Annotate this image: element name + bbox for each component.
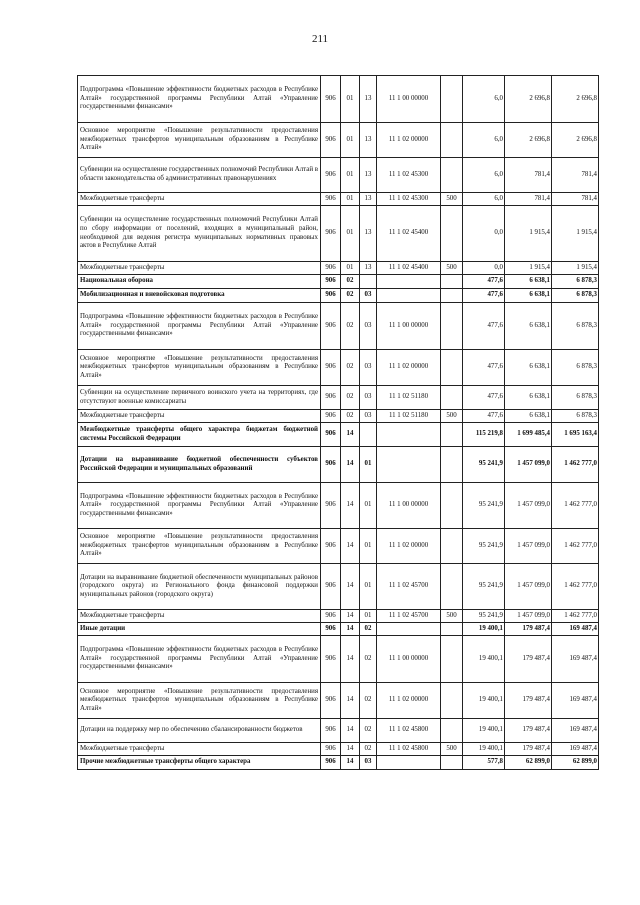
admin-code: 906 <box>321 683 341 719</box>
amount-year-1: 19 400,1 <box>463 743 505 756</box>
expense-type-code: 500 <box>441 743 463 756</box>
amount-year-1: 115 219,8 <box>463 423 505 447</box>
amount-year-3: 1 462 777,0 <box>552 529 599 564</box>
section-code: 14 <box>341 483 360 529</box>
subsection-code: 01 <box>360 610 377 623</box>
section-code: 02 <box>341 350 360 386</box>
amount-year-1: 477,6 <box>463 289 505 303</box>
row-name: Межбюджетные трансферты <box>78 610 321 623</box>
table-row <box>78 350 599 386</box>
amount-year-1: 95 241,9 <box>463 483 505 529</box>
target-article-code: 11 1 02 00000 <box>377 123 441 158</box>
amount-year-1: 19 400,1 <box>463 623 505 636</box>
expense-type-code: 500 <box>441 193 463 206</box>
section-code: 02 <box>341 303 360 350</box>
row-name: Субвенции на осуществление первичного воинского учета на территориях, где отсутствуют военные комиссариаты <box>78 386 321 410</box>
expense-type-code: 500 <box>441 262 463 275</box>
admin-code: 906 <box>321 636 341 683</box>
row-name: Дотации на выравнивание бюджетной обеспеченности субъектов Российской Федерации и муниципальных образований <box>78 447 321 483</box>
admin-code: 906 <box>321 350 341 386</box>
expense-type-code <box>441 423 463 447</box>
row-name: Прочие межбюджетные трансферты общего характера <box>78 756 321 770</box>
section-code: 14 <box>341 719 360 743</box>
expense-type-code: 500 <box>441 610 463 623</box>
row-name: Подпрограмма «Повышение эффективности бюджетных расходов в Республике Алтай» государственной программы Республики Алтай «Управление государственными финансами» <box>78 76 321 123</box>
expense-type-code <box>441 756 463 770</box>
table-body <box>78 76 599 770</box>
amount-year-3: 169 487,4 <box>552 623 599 636</box>
amount-year-2: 1 457 099,0 <box>505 447 552 483</box>
amount-year-3: 169 487,4 <box>552 683 599 719</box>
expense-type-code <box>441 206 463 262</box>
section-code: 14 <box>341 529 360 564</box>
admin-code: 906 <box>321 610 341 623</box>
section-code: 02 <box>341 410 360 423</box>
table-row <box>78 564 599 610</box>
amount-year-2: 2 696,8 <box>505 76 552 123</box>
amount-year-2: 1 457 099,0 <box>505 483 552 529</box>
admin-code: 906 <box>321 123 341 158</box>
table-row <box>78 303 599 350</box>
table-row <box>78 123 599 158</box>
amount-year-3: 1 462 777,0 <box>552 447 599 483</box>
amount-year-2: 6 638,1 <box>505 275 552 289</box>
target-article-code <box>377 289 441 303</box>
amount-year-3: 1 462 777,0 <box>552 483 599 529</box>
expense-type-code <box>441 303 463 350</box>
table-row <box>78 386 599 410</box>
table-row <box>78 193 599 206</box>
section-code: 14 <box>341 756 360 770</box>
row-name: Основное мероприятие «Повышение результативности предоставления межбюджетных трансфертов муниципальным образованиям в Республике Алтай» <box>78 350 321 386</box>
expense-type-code <box>441 564 463 610</box>
section-code: 02 <box>341 275 360 289</box>
admin-code: 906 <box>321 529 341 564</box>
target-article-code: 11 1 02 00000 <box>377 350 441 386</box>
row-name: Мобилизационная и вневойсковая подготовка <box>78 289 321 303</box>
row-name: Основное мероприятие «Повышение результативности предоставления межбюджетных трансфертов муниципальным образованиям в Республике Алтай» <box>78 123 321 158</box>
subsection-code: 03 <box>360 289 377 303</box>
amount-year-2: 179 487,4 <box>505 623 552 636</box>
expense-type-code <box>441 275 463 289</box>
subsection-code: 02 <box>360 743 377 756</box>
admin-code: 906 <box>321 423 341 447</box>
amount-year-1: 0,0 <box>463 206 505 262</box>
subsection-code: 01 <box>360 447 377 483</box>
amount-year-3: 6 878,3 <box>552 386 599 410</box>
section-code: 02 <box>341 289 360 303</box>
amount-year-2: 179 487,4 <box>505 683 552 719</box>
amount-year-2: 6 638,1 <box>505 289 552 303</box>
amount-year-3: 169 487,4 <box>552 636 599 683</box>
expense-type-code <box>441 636 463 683</box>
expense-type-code <box>441 683 463 719</box>
target-article-code <box>377 275 441 289</box>
table-row <box>78 683 599 719</box>
budget-table <box>77 75 599 770</box>
section-code: 14 <box>341 447 360 483</box>
subsection-code: 03 <box>360 410 377 423</box>
row-name: Подпрограмма «Повышение эффективности бюджетных расходов в Республике Алтай» государственной программы Республики Алтай «Управление государственными финансами» <box>78 636 321 683</box>
row-name: Межбюджетные трансферты <box>78 743 321 756</box>
amount-year-2: 179 487,4 <box>505 636 552 683</box>
section-code: 02 <box>341 386 360 410</box>
section-code: 14 <box>341 610 360 623</box>
amount-year-2: 2 696,8 <box>505 123 552 158</box>
subsection-code: 02 <box>360 719 377 743</box>
admin-code: 906 <box>321 76 341 123</box>
amount-year-2: 1 699 485,4 <box>505 423 552 447</box>
amount-year-1: 95 241,9 <box>463 447 505 483</box>
target-article-code: 11 1 00 00000 <box>377 76 441 123</box>
expense-type-code <box>441 158 463 193</box>
row-name: Национальная оборона <box>78 275 321 289</box>
amount-year-2: 1 457 099,0 <box>505 564 552 610</box>
section-code: 01 <box>341 158 360 193</box>
amount-year-2: 1 457 099,0 <box>505 610 552 623</box>
section-code: 01 <box>341 76 360 123</box>
amount-year-2: 781,4 <box>505 193 552 206</box>
table-row <box>78 529 599 564</box>
subsection-code: 03 <box>360 350 377 386</box>
admin-code: 906 <box>321 719 341 743</box>
admin-code: 906 <box>321 206 341 262</box>
amount-year-2: 1 915,4 <box>505 206 552 262</box>
amount-year-1: 477,6 <box>463 350 505 386</box>
table-row <box>78 447 599 483</box>
target-article-code: 11 1 02 45700 <box>377 610 441 623</box>
amount-year-1: 577,8 <box>463 756 505 770</box>
table-row <box>78 289 599 303</box>
amount-year-3: 62 899,0 <box>552 756 599 770</box>
target-article-code: 11 1 02 45300 <box>377 158 441 193</box>
row-name: Межбюджетные трансферты <box>78 193 321 206</box>
row-name: Дотации на поддержку мер по обеспечению сбалансированности бюджетов <box>78 719 321 743</box>
expense-type-code <box>441 483 463 529</box>
expense-type-code <box>441 447 463 483</box>
subsection-code: 13 <box>360 76 377 123</box>
subsection-code: 01 <box>360 564 377 610</box>
amount-year-2: 179 487,4 <box>505 743 552 756</box>
admin-code: 906 <box>321 289 341 303</box>
section-code: 01 <box>341 193 360 206</box>
section-code: 01 <box>341 262 360 275</box>
section-code: 14 <box>341 623 360 636</box>
amount-year-3: 6 878,3 <box>552 410 599 423</box>
amount-year-1: 6,0 <box>463 123 505 158</box>
admin-code: 906 <box>321 386 341 410</box>
subsection-code: 01 <box>360 529 377 564</box>
table-row <box>78 756 599 770</box>
amount-year-3: 781,4 <box>552 193 599 206</box>
amount-year-1: 6,0 <box>463 193 505 206</box>
table-row <box>78 275 599 289</box>
target-article-code: 11 1 02 00000 <box>377 683 441 719</box>
subsection-code: 01 <box>360 483 377 529</box>
expense-type-code <box>441 123 463 158</box>
admin-code: 906 <box>321 193 341 206</box>
amount-year-3: 6 878,3 <box>552 275 599 289</box>
admin-code: 906 <box>321 743 341 756</box>
row-name: Иные дотации <box>78 623 321 636</box>
subsection-code: 13 <box>360 262 377 275</box>
admin-code: 906 <box>321 623 341 636</box>
target-article-code <box>377 423 441 447</box>
expense-type-code <box>441 623 463 636</box>
amount-year-3: 6 878,3 <box>552 289 599 303</box>
expense-type-code <box>441 719 463 743</box>
table-row <box>78 743 599 756</box>
amount-year-3: 1 462 777,0 <box>552 564 599 610</box>
section-code: 14 <box>341 423 360 447</box>
subsection-code <box>360 423 377 447</box>
admin-code: 906 <box>321 756 341 770</box>
table-row <box>78 76 599 123</box>
amount-year-1: 95 241,9 <box>463 564 505 610</box>
table-row <box>78 719 599 743</box>
amount-year-1: 477,6 <box>463 303 505 350</box>
target-article-code: 11 1 00 00000 <box>377 636 441 683</box>
page-number: 211 <box>311 33 329 45</box>
subsection-code: 02 <box>360 683 377 719</box>
subsection-code: 02 <box>360 623 377 636</box>
target-article-code: 11 1 02 45400 <box>377 262 441 275</box>
amount-year-1: 477,6 <box>463 410 505 423</box>
table-row <box>78 262 599 275</box>
amount-year-1: 6,0 <box>463 76 505 123</box>
row-name: Межбюджетные трансферты общего характера бюджетам бюджетной системы Российской Федерации <box>78 423 321 447</box>
table-row <box>78 636 599 683</box>
section-code: 14 <box>341 636 360 683</box>
target-article-code: 11 1 02 00000 <box>377 529 441 564</box>
subsection-code: 03 <box>360 756 377 770</box>
target-article-code: 11 1 02 45700 <box>377 564 441 610</box>
row-name: Межбюджетные трансферты <box>78 410 321 423</box>
row-name: Подпрограмма «Повышение эффективности бюджетных расходов в Республике Алтай» государственной программы Республики Алтай «Управление государственными финансами» <box>78 303 321 350</box>
row-name: Межбюджетные трансферты <box>78 262 321 275</box>
subsection-code: 13 <box>360 206 377 262</box>
amount-year-1: 95 241,9 <box>463 529 505 564</box>
table-row <box>78 206 599 262</box>
admin-code: 906 <box>321 262 341 275</box>
table-row <box>78 410 599 423</box>
admin-code: 906 <box>321 158 341 193</box>
subsection-code: 03 <box>360 386 377 410</box>
admin-code: 906 <box>321 483 341 529</box>
expense-type-code <box>441 529 463 564</box>
subsection-code: 13 <box>360 193 377 206</box>
amount-year-3: 6 878,3 <box>552 303 599 350</box>
amount-year-2: 781,4 <box>505 158 552 193</box>
admin-code: 906 <box>321 275 341 289</box>
target-article-code: 11 1 02 45800 <box>377 743 441 756</box>
amount-year-2: 6 638,1 <box>505 386 552 410</box>
admin-code: 906 <box>321 564 341 610</box>
target-article-code: 11 1 02 51180 <box>377 386 441 410</box>
target-article-code <box>377 623 441 636</box>
target-article-code: 11 1 02 45800 <box>377 719 441 743</box>
amount-year-3: 169 487,4 <box>552 743 599 756</box>
row-name: Основное мероприятие «Повышение результативности предоставления межбюджетных трансфертов муниципальным образованиям в Республике Алтай» <box>78 683 321 719</box>
expense-type-code <box>441 76 463 123</box>
section-code: 14 <box>341 564 360 610</box>
table-row <box>78 423 599 447</box>
amount-year-3: 2 696,8 <box>552 76 599 123</box>
subsection-code: 02 <box>360 636 377 683</box>
admin-code: 906 <box>321 410 341 423</box>
amount-year-3: 1 462 777,0 <box>552 610 599 623</box>
section-code: 01 <box>341 123 360 158</box>
subsection-code: 03 <box>360 303 377 350</box>
section-code: 14 <box>341 743 360 756</box>
amount-year-3: 1 915,4 <box>552 206 599 262</box>
target-article-code: 11 1 00 00000 <box>377 483 441 529</box>
target-article-code: 11 1 02 51180 <box>377 410 441 423</box>
row-name: Субвенции на осуществление государственных полномочий Республики Алтай по сбору информации от поселений, входящих в муниципальный район, необходимой для ведения регистра муниципальных нормативных правовых актов в Республике Алтай <box>78 206 321 262</box>
amount-year-1: 6,0 <box>463 158 505 193</box>
amount-year-3: 781,4 <box>552 158 599 193</box>
amount-year-2: 179 487,4 <box>505 719 552 743</box>
target-article-code: 11 1 00 00000 <box>377 303 441 350</box>
target-article-code <box>377 756 441 770</box>
target-article-code <box>377 447 441 483</box>
target-article-code: 11 1 02 45400 <box>377 206 441 262</box>
target-article-code: 11 1 02 45300 <box>377 193 441 206</box>
amount-year-1: 95 241,9 <box>463 610 505 623</box>
amount-year-2: 6 638,1 <box>505 410 552 423</box>
section-code: 14 <box>341 683 360 719</box>
amount-year-1: 0,0 <box>463 262 505 275</box>
amount-year-3: 6 878,3 <box>552 350 599 386</box>
expense-type-code <box>441 350 463 386</box>
table-row <box>78 158 599 193</box>
row-name: Основное мероприятие «Повышение результативности предоставления межбюджетных трансфертов муниципальным образованиям в Республике Алтай» <box>78 529 321 564</box>
amount-year-2: 1 915,4 <box>505 262 552 275</box>
expense-type-code <box>441 289 463 303</box>
amount-year-2: 62 899,0 <box>505 756 552 770</box>
amount-year-1: 477,6 <box>463 386 505 410</box>
amount-year-2: 6 638,1 <box>505 350 552 386</box>
subsection-code <box>360 275 377 289</box>
amount-year-1: 19 400,1 <box>463 719 505 743</box>
amount-year-1: 477,6 <box>463 275 505 289</box>
row-name: Подпрограмма «Повышение эффективности бюджетных расходов в Республике Алтай» государственной программы Республики Алтай «Управление государственными финансами» <box>78 483 321 529</box>
expense-type-code: 500 <box>441 410 463 423</box>
amount-year-3: 1 915,4 <box>552 262 599 275</box>
amount-year-2: 6 638,1 <box>505 303 552 350</box>
amount-year-1: 19 400,1 <box>463 683 505 719</box>
subsection-code: 13 <box>360 158 377 193</box>
amount-year-2: 1 457 099,0 <box>505 529 552 564</box>
amount-year-3: 1 695 163,4 <box>552 423 599 447</box>
table-row <box>78 610 599 623</box>
amount-year-3: 2 696,8 <box>552 123 599 158</box>
table-row <box>78 483 599 529</box>
row-name: Субвенции на осуществление государственных полномочий Республики Алтай в области законодательства об административных правонарушениях <box>78 158 321 193</box>
subsection-code: 13 <box>360 123 377 158</box>
amount-year-1: 19 400,1 <box>463 636 505 683</box>
expense-type-code <box>441 386 463 410</box>
admin-code: 906 <box>321 303 341 350</box>
row-name: Дотации на выравнивание бюджетной обеспеченности муниципальных районов (городского округа) из Регионального фонда финансовой поддержки муниципальных районов (городского округа) <box>78 564 321 610</box>
section-code: 01 <box>341 206 360 262</box>
amount-year-3: 169 487,4 <box>552 719 599 743</box>
admin-code: 906 <box>321 447 341 483</box>
table-row <box>78 623 599 636</box>
